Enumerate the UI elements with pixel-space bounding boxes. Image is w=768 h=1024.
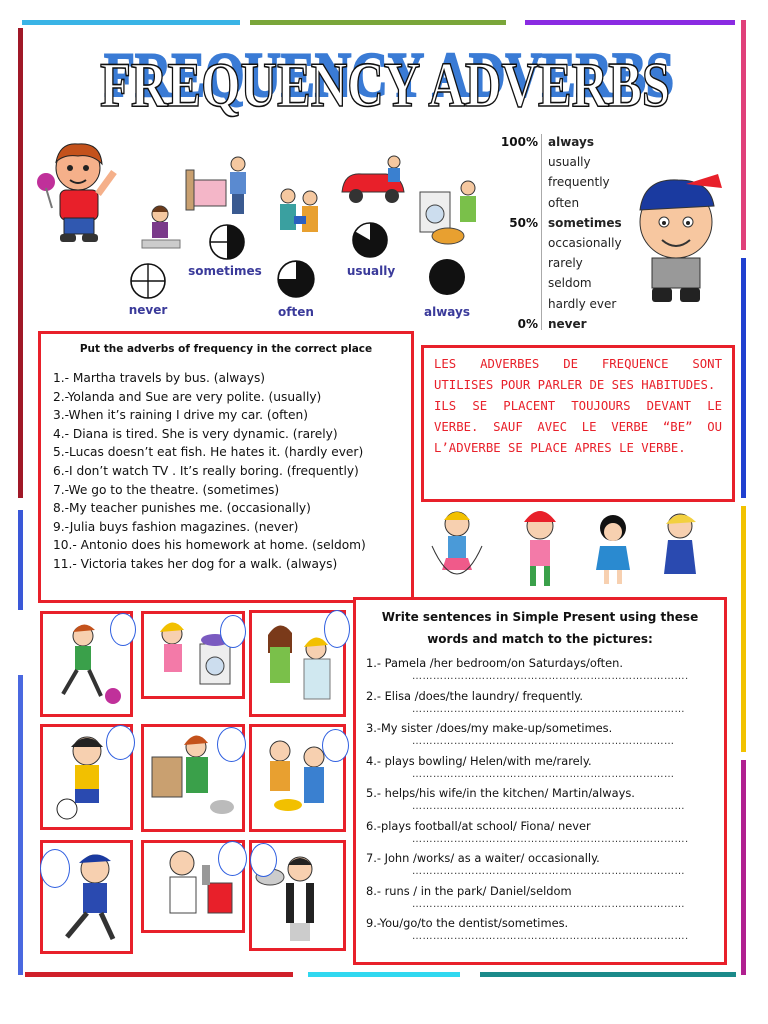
exercise1-item: 2.-Yolanda and Sue are very polite. (usually) xyxy=(53,389,322,404)
exercise2-item xyxy=(366,884,724,917)
label-often: often xyxy=(278,305,314,319)
exercise2-title: Write sentences in Simple Present using these words and match to the pictures: xyxy=(381,610,699,646)
exercise1-item: 6.-I don’t watch TV . It’s really boring. (frequently) xyxy=(53,463,359,478)
exercise2-answer-line[interactable]: …………………………………………………………………… xyxy=(412,801,685,812)
border-left-blue xyxy=(18,510,23,610)
scale-word: seldom xyxy=(548,276,592,291)
border-top-purple xyxy=(525,20,735,25)
exercise2-answer-line[interactable]: ……………………………………………………………………. xyxy=(412,931,689,942)
scale-word: hardly ever xyxy=(548,296,617,311)
laundry-illustration xyxy=(418,180,490,250)
border-left-blue-lower xyxy=(18,675,23,975)
exercise1-item: 11.- Victoria takes her dog for a walk. (always) xyxy=(53,556,338,571)
exercise2-item xyxy=(366,916,724,949)
pie-always xyxy=(427,257,467,297)
exercise1-title: Put the adverbs of frequency in the correct place xyxy=(79,343,373,355)
pie-often xyxy=(275,258,317,300)
exercise1-item: 10.- Antonio does his homework at home. (seldom) xyxy=(53,538,366,553)
scale-word: occasionally xyxy=(548,236,622,250)
scale-vertical-line xyxy=(541,134,542,330)
blonde-girl-illustration xyxy=(652,508,706,586)
exercise2-prompt: 7.- John /works/ as a waiter/ occasionally. xyxy=(366,851,600,865)
exercise2-prompt: 5.- helps/his wife/in the kitchen/ Martin/always. xyxy=(366,786,635,800)
exercise2-prompt: 9.-You/go/to the dentist/sometimes. xyxy=(366,916,569,930)
scale-word: frequently xyxy=(548,175,610,190)
exercise2-prompt: 4.- plays bowling/ Helen/with me/rarely. xyxy=(366,753,592,768)
boy-lollipop-illustration xyxy=(30,138,126,250)
border-right-purple xyxy=(741,760,746,975)
border-right-pink xyxy=(741,20,746,250)
exercise2-prompt: 2.- Elisa /does/the laundry/ frequently. xyxy=(366,688,583,703)
exercise2-item xyxy=(366,656,724,689)
border-top-blue xyxy=(22,20,240,25)
exercise2-item xyxy=(366,786,724,819)
bed-making-illustration xyxy=(184,150,256,220)
answer-bubble-3[interactable] xyxy=(324,610,350,648)
scale-word: often xyxy=(548,195,580,210)
exercise1-item: 8.-My teacher punishes me. (occasionally) xyxy=(53,501,311,516)
exercise2-item xyxy=(366,689,724,722)
border-bottom-red xyxy=(25,972,293,977)
exercise2-answer-line[interactable]: ……………………………………………………………………. xyxy=(412,833,689,845)
border-bottom-teal xyxy=(480,972,736,977)
answer-bubble-2[interactable] xyxy=(220,615,246,648)
exercise2-answer-line[interactable]: …………………………………………………………………… xyxy=(412,866,685,877)
exercise1-item: 5.-Lucas doesn’t eat fish. He hates it. (hardly ever) xyxy=(53,445,364,460)
scale-percent: 0% xyxy=(517,316,538,331)
page-title xyxy=(90,40,680,120)
answer-bubble-4[interactable] xyxy=(106,725,135,760)
exercise1-list xyxy=(53,369,411,574)
exercise2-answer-line[interactable]: ……………………………………………………………………. xyxy=(412,671,689,682)
exercise1-item: 9.-Julia buys fashion magazines. (never) xyxy=(53,519,299,534)
border-left-darkred xyxy=(18,28,23,498)
girl-skipping-illustration xyxy=(428,506,486,592)
french-note-text xyxy=(434,354,722,459)
label-usually: usually xyxy=(346,264,396,278)
exercise2-box xyxy=(353,597,727,965)
answer-bubble-9[interactable] xyxy=(250,843,277,877)
scale-percent: 50% xyxy=(509,215,538,230)
exercise1-item: 4.- Diana is tired. She is very dynamic. (rarely) xyxy=(53,426,338,441)
pie-never xyxy=(128,261,168,301)
lucy-girl-illustration xyxy=(590,510,636,590)
label-never: never xyxy=(128,303,168,317)
border-top-green xyxy=(250,20,506,25)
scale-word: usually xyxy=(548,155,591,170)
border-right-yellow xyxy=(741,506,746,752)
scale-word: always xyxy=(548,135,594,149)
label-always: always xyxy=(424,305,470,319)
strawberry-girl-illustration xyxy=(512,504,568,592)
french-note-line1: LES ADVERBES DE FREQUENCE SONT UTILISES POUR PARLER DE SES HABITUDES. xyxy=(434,357,722,392)
page-title-shadow: FREQUENCY ADVERBS xyxy=(104,40,674,110)
label-sometimes: sometimes xyxy=(188,264,262,278)
french-note-box xyxy=(421,345,735,502)
border-right-blue xyxy=(741,258,746,498)
exercise2-list xyxy=(366,656,724,949)
answer-bubble-6[interactable] xyxy=(322,729,349,762)
exercise1-box xyxy=(38,331,414,603)
exercise2-answer-line[interactable]: …………………………………………………………………… xyxy=(412,898,685,910)
pie-usually xyxy=(350,220,390,260)
exercise2-answer-line[interactable]: ………………………………………………………………… xyxy=(412,768,675,780)
exercise1-item: 3.-When it’s raining I drive my car. (often) xyxy=(53,408,308,423)
french-note-line2: ILS SE PLACENT TOUJOURS DEVANT LE VERBE. SAUF AVEC LE VERBE “BE” OU L’ADVERBE SE PLACE APRES LE VERBE. xyxy=(434,399,722,455)
exercise1-item: 7.-We go to the theatre. (sometimes) xyxy=(53,482,280,497)
exercise2-prompt: 3.-My sister /does/my make-up/sometimes. xyxy=(366,721,613,735)
answer-bubble-7[interactable] xyxy=(40,849,70,888)
exercise2-item xyxy=(366,721,724,754)
scale-word: rarely xyxy=(548,256,583,271)
girl-sitting-illustration xyxy=(138,200,184,252)
page-title-text: FREQUENCY ADVERBS xyxy=(100,49,670,120)
couple-illustration xyxy=(274,186,326,246)
car-washing-illustration xyxy=(338,152,410,212)
answer-bubble-5[interactable] xyxy=(217,727,246,762)
exercise2-prompt: 6.-plays football/at school/ Fiona/ never xyxy=(366,818,591,833)
exercise2-item xyxy=(366,754,724,787)
exercise1-item: 1.- Martha travels by bus. (always) xyxy=(53,371,266,385)
exercise2-prompt: 1.- Pamela /her bedroom/on Saturdays/often. xyxy=(366,656,623,670)
scale-word: sometimes xyxy=(548,215,622,230)
exercise2-prompt: 8.- runs / in the park/ Daniel/seldom xyxy=(366,883,572,898)
answer-bubble-1[interactable] xyxy=(110,613,136,646)
scale-word: never xyxy=(548,316,587,331)
exercise2-item xyxy=(366,851,724,884)
exercise2-item xyxy=(366,819,724,852)
pie-sometimes xyxy=(207,222,247,262)
exercise2-answer-line[interactable]: ………………………………………………………………… xyxy=(412,736,675,747)
border-bottom-cyan xyxy=(308,972,460,977)
exercise2-answer-line[interactable]: …………………………………………………………………… xyxy=(412,703,685,715)
boy-cap-illustration xyxy=(626,166,726,306)
answer-bubble-8[interactable] xyxy=(218,841,247,876)
scale-percent: 100% xyxy=(500,135,538,149)
